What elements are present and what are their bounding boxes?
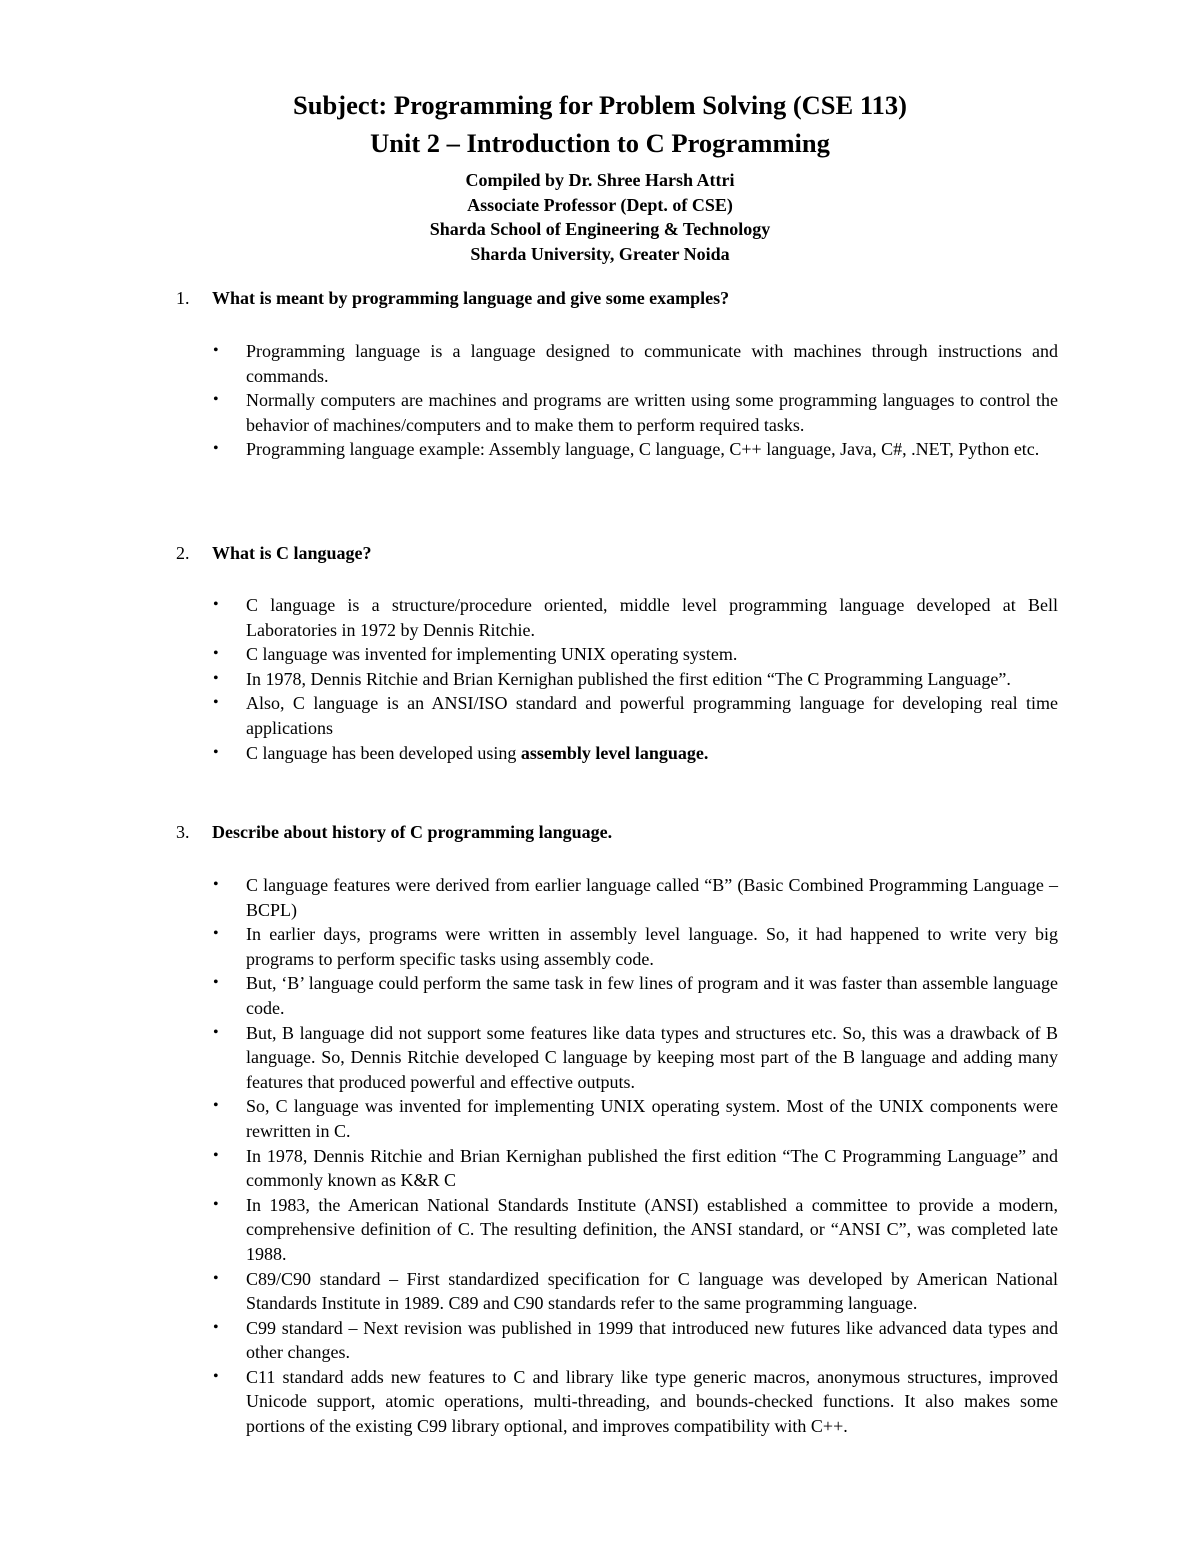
list-item bbox=[0, 339, 1058, 388]
bullet-text: Normally computers are machines and programs are written using some programming languages to control the behavior of machines/computers and to make them to perform required tasks. bbox=[246, 390, 1058, 435]
question-1-bullets bbox=[0, 339, 1058, 462]
bullet-icon: • bbox=[213, 596, 219, 613]
list-item bbox=[0, 642, 1058, 667]
question-2-bullets bbox=[0, 593, 1058, 765]
question-text: Describe about history of C programming language. bbox=[212, 822, 613, 842]
question-number: 3. bbox=[176, 822, 190, 842]
list-item bbox=[0, 1365, 1058, 1439]
bullet-icon: • bbox=[213, 391, 219, 409]
bullet-text: Programming language is a language designed to communicate with machines through instructions and commands. bbox=[246, 341, 1058, 386]
bullet-text: In 1978, Dennis Ritchie and Brian Kernighan published the first edition “The C Programming Language” and commonly known as K&R C bbox=[246, 1145, 1058, 1191]
list-item bbox=[0, 873, 1058, 922]
bullet-text: C89/C90 standard – First standardized specification for C language was developed by American National Standards Institute in 1989. C89 and C90 standards refer to the same programming language. bbox=[246, 1268, 1058, 1314]
bullet-icon: • bbox=[213, 925, 219, 943]
question-number: 2. bbox=[176, 543, 190, 563]
list-item bbox=[0, 667, 1058, 692]
list-item bbox=[0, 1144, 1058, 1193]
bullet-icon: • bbox=[213, 743, 219, 761]
list-item bbox=[0, 1021, 1058, 1095]
subject-title: Subject: Programming for Problem Solving (CSE 113) bbox=[293, 90, 907, 120]
bullet-text: C language is a structure/procedure oriented, middle level programming language developed at Bell Laboratories in 1972 by Dennis Ritchie. bbox=[246, 595, 1058, 640]
bullet-icon: • bbox=[213, 876, 219, 893]
designation: Associate Professor (Dept. of CSE) bbox=[467, 194, 733, 215]
compiled-by: Compiled by Dr. Shree Harsh Attri bbox=[465, 170, 735, 190]
document-header bbox=[0, 86, 1200, 266]
question-3-heading bbox=[176, 820, 612, 845]
bullet-icon: • bbox=[213, 1367, 219, 1385]
unit-title: Unit 2 – Introduction to C Programming bbox=[370, 128, 830, 158]
question-text: What is C language? bbox=[212, 543, 372, 563]
bullet-icon: • bbox=[213, 1195, 219, 1213]
bullet-text: C99 standard – Next revision was published in 1999 that introduced new futures like advanced data types and other changes. bbox=[246, 1317, 1058, 1363]
bullet-text: In 1983, the American National Standards Institute (ANSI) established a committee to provide a modern, comprehensive definition of C. The resulting definition, the ANSI standard, or “ANSI C”, was completed late 1988. bbox=[246, 1194, 1058, 1264]
list-item bbox=[0, 1094, 1058, 1143]
bullet-text: So, C language was invented for implementing UNIX operating system. Most of the UNIX components were rewritten in C. bbox=[246, 1096, 1058, 1141]
question-3-bullets bbox=[0, 873, 1058, 1439]
bullet-text: Programming language example: Assembly language, C language, C++ language, Java, C#, .NET, Python etc. bbox=[246, 439, 1040, 460]
bullet-icon: • bbox=[213, 645, 219, 663]
bullet-icon: • bbox=[213, 669, 219, 687]
list-item bbox=[0, 593, 1058, 642]
bullet-text: Also, C language is an ANSI/ISO standard and powerful programming language for developing real time applications bbox=[246, 693, 1058, 738]
question-1-heading bbox=[176, 286, 729, 311]
bullet-icon: • bbox=[213, 342, 219, 359]
question-text: What is meant by programming language and give some examples? bbox=[212, 288, 730, 308]
bullet-icon: • bbox=[213, 440, 219, 458]
bullet-icon: • bbox=[213, 694, 219, 712]
list-item bbox=[0, 1267, 1058, 1316]
bullet-icon: • bbox=[213, 974, 219, 992]
list-item bbox=[0, 388, 1058, 437]
question-number: 1. bbox=[176, 288, 190, 308]
bullet-text: In earlier days, programs were written in assembly level language. So, it had happened to write very big programs to perform specific tasks using assembly code. bbox=[246, 924, 1058, 969]
bullet-text: C language features were derived from earlier language called “B” (Basic Combined Programming Language – BCPL) bbox=[246, 875, 1058, 920]
question-2-heading bbox=[176, 541, 372, 566]
bullet-text: In 1978, Dennis Ritchie and Brian Kernighan published the first edition “The C Programming Language”. bbox=[246, 668, 1011, 689]
bullet-text: But, B language did not support some features like data types and structures etc. So, this was a drawback of B language. So, Dennis Ritchie developed C language by keeping most part of the B language and adding many features that produced powerful and effective outputs. bbox=[246, 1022, 1058, 1092]
school-name: Sharda School of Engineering & Technology bbox=[429, 219, 771, 239]
bullet-text: C language has been developed using bbox=[246, 742, 521, 763]
bullet-text: C11 standard adds new features to C and library like type generic macros, anonymous structures, improved Unicode support, atomic operations, multi-threading, and bounds-checked functions. It also makes some portions of the existing C99 library optional, and improves compatibility with C++. bbox=[246, 1366, 1058, 1437]
list-item bbox=[0, 971, 1058, 1020]
list-item bbox=[0, 1316, 1058, 1365]
list-item bbox=[0, 691, 1058, 740]
list-item bbox=[0, 741, 1058, 766]
bullet-icon: • bbox=[213, 1023, 219, 1041]
bullet-icon: • bbox=[213, 1146, 219, 1164]
university-name: Sharda University, Greater Noida bbox=[470, 243, 730, 264]
list-item bbox=[0, 922, 1058, 971]
bullet-icon: • bbox=[213, 1269, 219, 1287]
bullet-icon: • bbox=[213, 1318, 219, 1336]
bullet-text: C language was invented for implementing UNIX operating system. bbox=[246, 644, 738, 665]
bullet-bold-text: assembly level language. bbox=[520, 742, 709, 763]
list-item bbox=[0, 1193, 1058, 1267]
bullet-text: But, ‘B’ language could perform the same task in few lines of program and it was faster than assemble language code. bbox=[246, 973, 1058, 1018]
bullet-icon: • bbox=[213, 1097, 219, 1115]
list-item bbox=[0, 437, 1058, 462]
